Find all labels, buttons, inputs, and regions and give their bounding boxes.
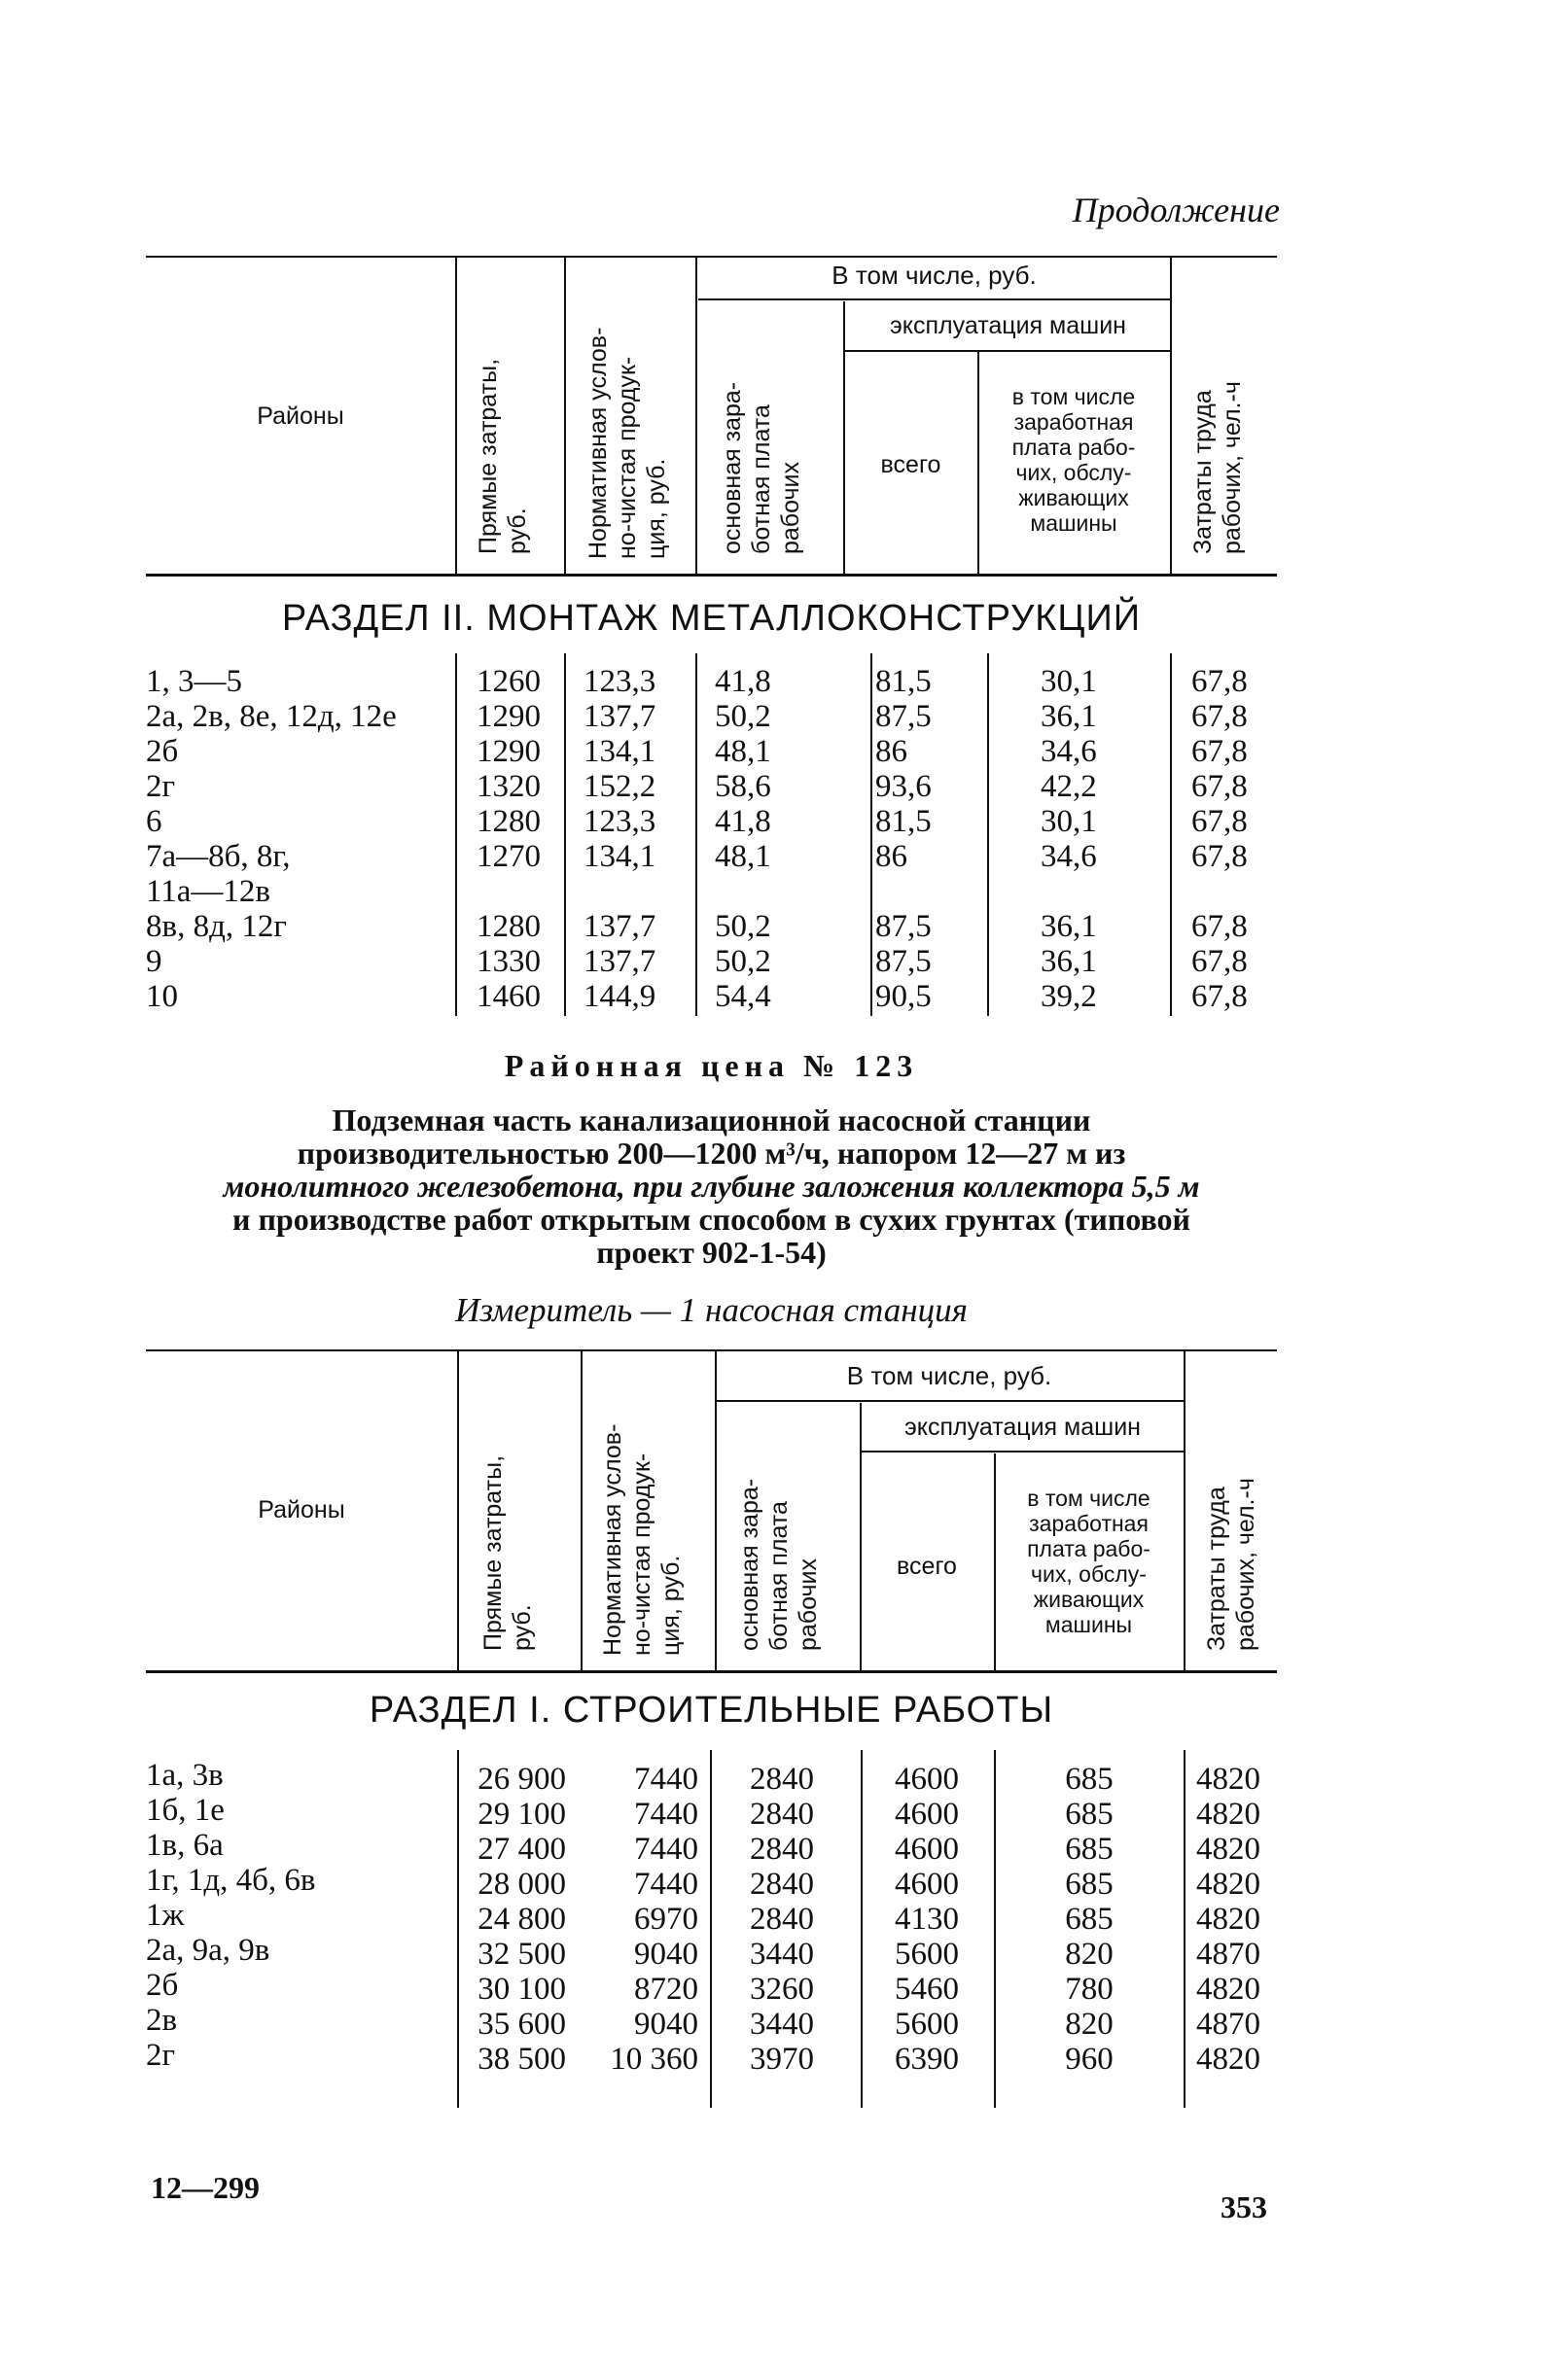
machine-wage-header: в том числе заработная плата рабо- чих, обслу- живающих машины	[1011, 384, 1136, 536]
description-line: Подземная часть канализационной насосной станции	[332, 1102, 1091, 1138]
labor-header: Затраты труда рабочих, чел.-ч	[1189, 381, 1246, 554]
section-title-1: РАЗДЕЛ II. МОНТАЖ МЕТАЛЛОКОНСТРУКЦИЙ	[281, 598, 1142, 639]
districts-header: Районы	[258, 1496, 345, 1523]
direct-costs-header: Прямые затраты, руб.	[479, 1454, 536, 1651]
labor-header: Затраты труда рабочих, чел.-ч	[1203, 1478, 1259, 1651]
description-line: монолитного железобетона, при глубине заложения коллектора 5,5 м	[223, 1169, 1200, 1204]
machine-operation-header: эксплуатация машин	[890, 312, 1126, 339]
description-line: и производстве работ открытым способом в сухих грунтах (типовой	[232, 1202, 1190, 1237]
including-header: В том числе, руб.	[832, 261, 1037, 290]
continuation-label: Продолжение	[1072, 191, 1280, 229]
including-header: В том числе, руб.	[846, 1361, 1052, 1390]
total-header: всего	[880, 451, 941, 478]
footer-signature: 12—299	[151, 2170, 260, 2205]
districts-header: Районы	[257, 402, 344, 430]
normative-output-header: Нормативная услов- но-чистая продук- ция, руб.	[599, 1423, 685, 1656]
page-number: 353	[1221, 2189, 1267, 2224]
measure-label: Измеритель — 1 насосная станция	[455, 1291, 968, 1329]
price-title: Районная цена № 123	[504, 1048, 919, 1083]
section-title-2: РАЗДЕЛ I. СТРОИТЕЛЬНЫЕ РАБОТЫ	[369, 1690, 1054, 1731]
base-wage-header: основная зара- ботная плата рабочих	[719, 381, 804, 554]
description-line: проект 902-1-54)	[596, 1235, 827, 1270]
description	[146, 1103, 1277, 1269]
total-header: всего	[897, 1553, 957, 1580]
normative-output-header: Нормативная услов- но-чистая продук- ция, руб.	[584, 327, 670, 559]
machine-operation-header: эксплуатация машин	[904, 1414, 1141, 1441]
direct-costs-header: Прямые затраты, руб.	[475, 358, 531, 554]
base-wage-header: основная зара- ботная плата рабочих	[736, 1478, 822, 1651]
description-line: производительностью 200—1200 м³/ч, напором 12—27 м из	[297, 1136, 1126, 1171]
machine-wage-header: в том числе заработная плата рабо- чих, обслу- живающих машины	[1027, 1486, 1150, 1637]
